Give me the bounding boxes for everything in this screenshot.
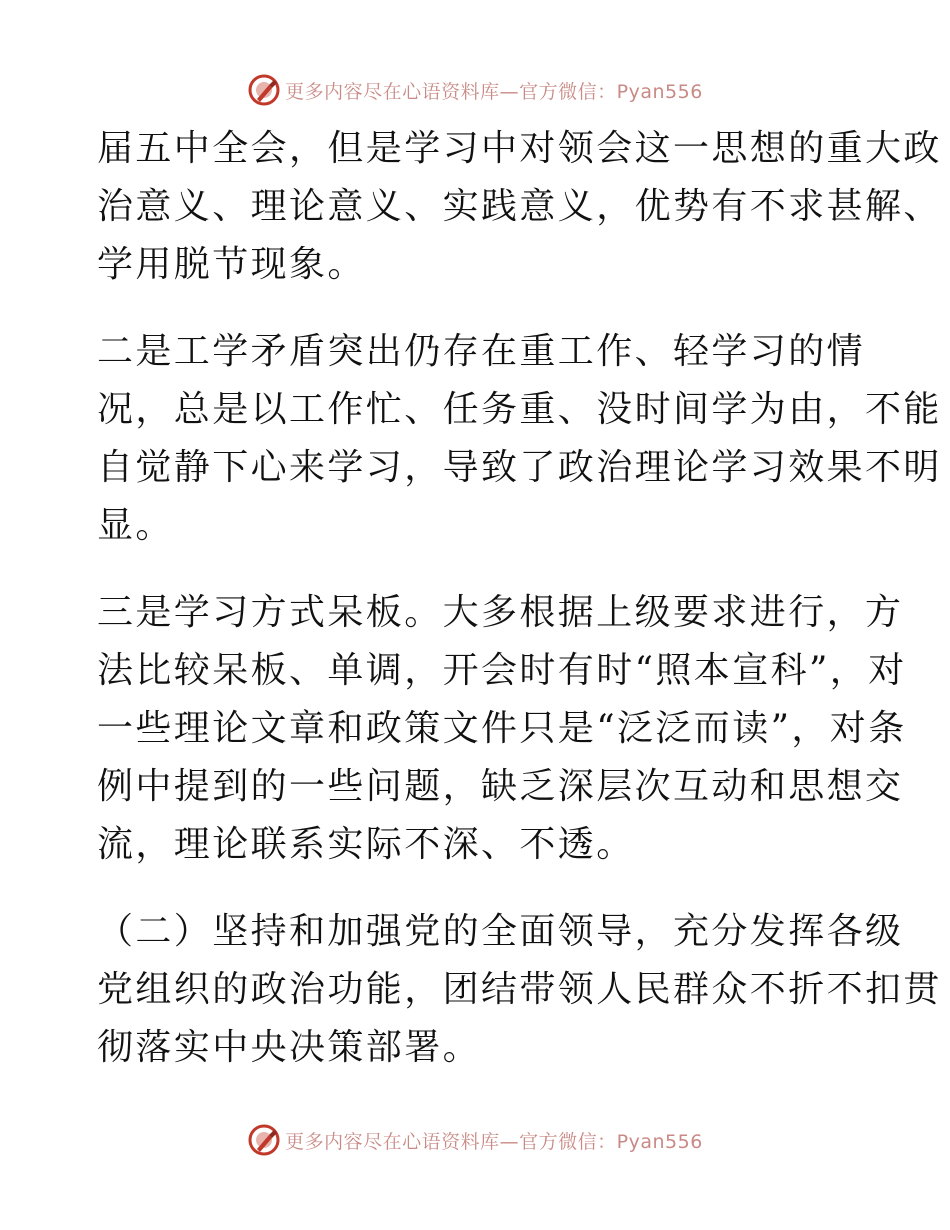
text-line: 自觉静下心来学习，导致了政治理论学习效果不明 — [97, 447, 942, 488]
paragraph-4-heading — [97, 903, 942, 1077]
text-line: 一些理论文章和政策文件只是“泛泛而读”，对条 — [97, 708, 907, 749]
text-line: 二是工学矛盾突出仍存在重工作、轻学习的情 — [97, 331, 866, 372]
paragraph-1 — [97, 120, 942, 294]
watermark-text: 更多内容尽在心语资料库—官方微信：Pyan556 — [285, 1130, 703, 1153]
text-line: 况，总是以工作忙、任务重、没时间学为由，不能 — [97, 389, 942, 430]
text-line: 流，理论联系实际不深、不透。 — [97, 824, 635, 865]
paragraph-2 — [97, 323, 942, 555]
text-line: 三是学习方式呆板。大多根据上级要求进行，方 — [97, 592, 904, 633]
text-line: （二）坚持和加强党的全面领导，充分发挥各级 — [97, 911, 904, 952]
text-line: 彻落实中央决策部署。 — [97, 1027, 482, 1068]
text-line: 治意义、理论意义、实践意义，优势有不求甚解、 — [97, 186, 942, 227]
footer-watermark — [0, 1120, 950, 1160]
text-line: 学用脱节现象。 — [97, 244, 366, 285]
text-line: 显。 — [97, 505, 174, 546]
text-line: 法比较呆板、单调，开会时有时“照本宣科”，对 — [97, 650, 907, 691]
watermark-text: 更多内容尽在心语资料库—官方微信：Pyan556 — [285, 80, 703, 103]
pen-nib-logo-icon — [247, 1123, 281, 1157]
pen-nib-logo-icon — [247, 73, 281, 107]
header-watermark — [0, 70, 950, 110]
paragraph-3 — [97, 584, 907, 874]
text-line: 届五中全会，但是学习中对领会这一思想的重大政 — [97, 128, 942, 169]
document-body — [97, 120, 942, 1077]
text-line: 例中提到的一些问题，缺乏深层次互动和思想交 — [97, 766, 904, 807]
text-line: 党组织的政治功能，团结带领人民群众不折不扣贯 — [97, 969, 942, 1010]
